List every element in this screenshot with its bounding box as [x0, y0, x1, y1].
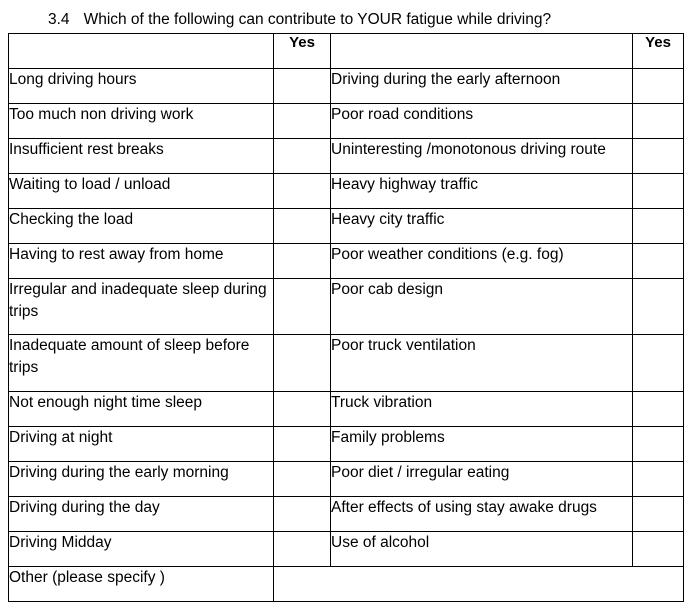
table-row: [9, 497, 684, 532]
yes-checkbox-right[interactable]: [633, 209, 684, 244]
other-label: Other (please specify ): [9, 567, 274, 602]
header-yes-right: Yes: [633, 34, 684, 69]
factor-label-right: Poor cab design: [331, 279, 633, 335]
table-row: [9, 335, 684, 392]
header-blank-left: [9, 34, 274, 69]
factor-label-left: Driving during the day: [9, 497, 274, 532]
yes-checkbox-left[interactable]: [274, 139, 331, 174]
yes-checkbox-left[interactable]: [274, 104, 331, 139]
yes-checkbox-right[interactable]: [633, 104, 684, 139]
yes-checkbox-right[interactable]: [633, 139, 684, 174]
factor-label-left: Driving during the early morning: [9, 462, 274, 497]
factor-label-right: Uninteresting /monotonous driving route: [331, 139, 633, 174]
question-heading: [48, 11, 551, 29]
factor-label-left: Inadequate amount of sleep before trips: [9, 335, 274, 392]
other-row: [9, 567, 684, 602]
yes-checkbox-right[interactable]: [633, 335, 684, 392]
yes-checkbox-left[interactable]: [274, 209, 331, 244]
yes-checkbox-left[interactable]: [274, 279, 331, 335]
yes-checkbox-right[interactable]: [633, 279, 684, 335]
table-row: [9, 279, 684, 335]
yes-checkbox-right[interactable]: [633, 427, 684, 462]
yes-checkbox-right[interactable]: [633, 174, 684, 209]
fatigue-factors-table: [8, 33, 684, 602]
factor-label-left: Checking the load: [9, 209, 274, 244]
table-row: [9, 462, 684, 497]
table-row: [9, 209, 684, 244]
factor-label-right: Heavy city traffic: [331, 209, 633, 244]
table-row: [9, 174, 684, 209]
factor-label-left: Driving at night: [9, 427, 274, 462]
factor-label-right: Heavy highway traffic: [331, 174, 633, 209]
factor-label-left: Driving Midday: [9, 532, 274, 567]
factor-label-right: Poor diet / irregular eating: [331, 462, 633, 497]
factor-label-left: Too much non driving work: [9, 104, 274, 139]
yes-checkbox-left[interactable]: [274, 462, 331, 497]
factor-label-right: Poor truck ventilation: [331, 335, 633, 392]
factor-label-right: Family problems: [331, 427, 633, 462]
header-blank-right: [331, 34, 633, 69]
factor-label-right: Poor weather conditions (e.g. fog): [331, 244, 633, 279]
header-yes-left: Yes: [274, 34, 331, 69]
table-header-row: [9, 34, 684, 69]
yes-checkbox-left[interactable]: [274, 392, 331, 427]
factor-label-right: Poor road conditions: [331, 104, 633, 139]
factor-label-right: Truck vibration: [331, 392, 633, 427]
yes-checkbox-left[interactable]: [274, 174, 331, 209]
yes-checkbox-left[interactable]: [274, 69, 331, 104]
table-row: [9, 104, 684, 139]
yes-checkbox-right[interactable]: [633, 497, 684, 532]
table-row: [9, 139, 684, 174]
yes-checkbox-left[interactable]: [274, 427, 331, 462]
table-row: [9, 392, 684, 427]
yes-checkbox-right[interactable]: [633, 69, 684, 104]
factor-label-right: After effects of using stay awake drugs: [331, 497, 633, 532]
factor-label-left: Insufficient rest breaks: [9, 139, 274, 174]
factor-label-left: Waiting to load / unload: [9, 174, 274, 209]
question-text: Which of the following can contribute to YOUR fatigue while driving?: [83, 11, 552, 28]
yes-checkbox-left[interactable]: [274, 532, 331, 567]
yes-checkbox-left[interactable]: [274, 244, 331, 279]
yes-checkbox-right[interactable]: [633, 244, 684, 279]
factor-label-left: Not enough night time sleep: [9, 392, 274, 427]
question-number: 3.4: [48, 11, 70, 28]
yes-checkbox-right[interactable]: [633, 462, 684, 497]
yes-checkbox-left[interactable]: [274, 497, 331, 532]
other-specify-field[interactable]: [274, 567, 684, 602]
table-row: [9, 427, 684, 462]
table-row: [9, 532, 684, 567]
table-row: [9, 244, 684, 279]
factor-label-left: Irregular and inadequate sleep during trips: [9, 279, 274, 335]
factor-label-right: Use of alcohol: [331, 532, 633, 567]
yes-checkbox-right[interactable]: [633, 532, 684, 567]
factor-label-left: Having to rest away from home: [9, 244, 274, 279]
factor-label-right: Driving during the early afternoon: [331, 69, 633, 104]
yes-checkbox-right[interactable]: [633, 392, 684, 427]
yes-checkbox-left[interactable]: [274, 335, 331, 392]
table-row: [9, 69, 684, 104]
factor-label-left: Long driving hours: [9, 69, 274, 104]
